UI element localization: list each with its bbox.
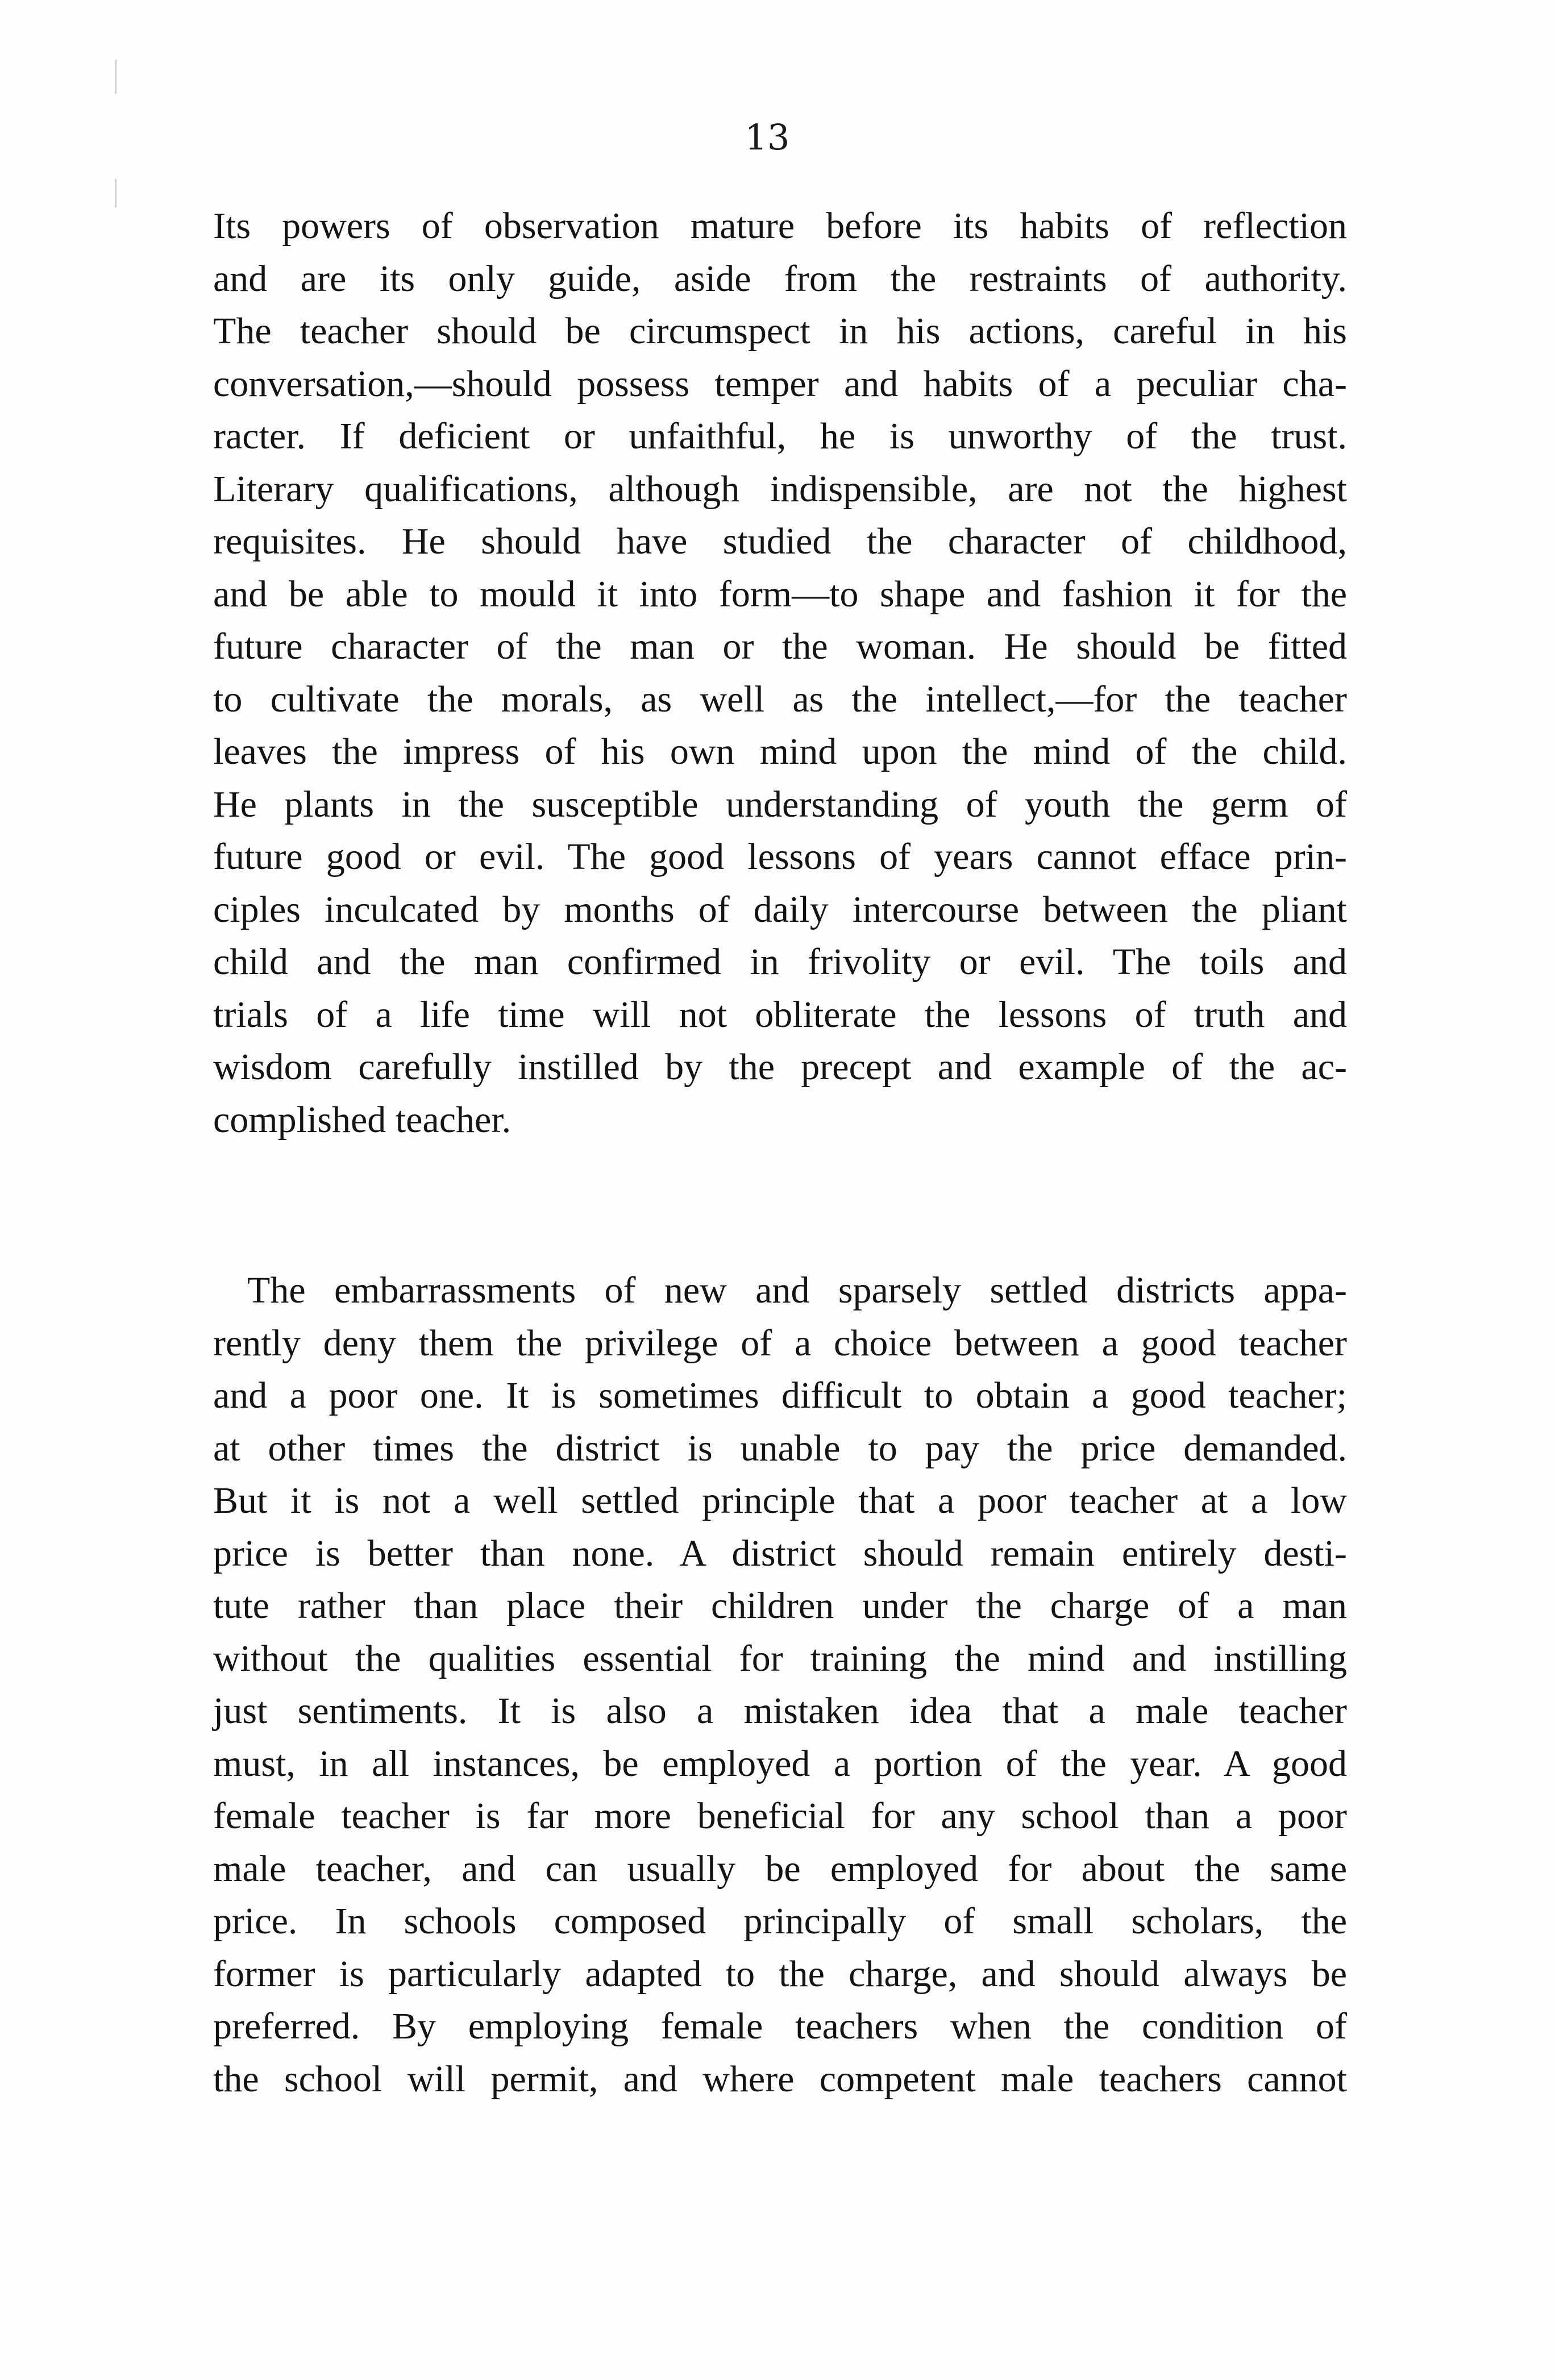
text-line: and be able to mould it into form—to shape and fashion it for the (213, 573, 1347, 615)
text-line: tute rather than place their children under the charge of a man (213, 1585, 1347, 1626)
text-line: conversation,—should possess temper and habits of a peculiar cha- (213, 363, 1347, 405)
text-line: future character of the man or the woman. He should be fitted (213, 626, 1347, 667)
text-line: and a poor one. It is sometimes difficult to obtain a good teacher; (213, 1375, 1347, 1416)
text-line: price. In schools composed principally of small scholars, the (213, 1900, 1347, 1942)
margin-mark (115, 60, 117, 94)
text-line: wisdom carefully instilled by the precept and example of the ac- (213, 1046, 1347, 1088)
text-line: He plants in the susceptible understanding of youth the germ of (213, 783, 1347, 825)
text-line: former is particularly adapted to the charge, and should always be (213, 1953, 1347, 1995)
paragraph-2 (213, 1264, 1347, 2106)
text-line: ciples inculcated by months of daily intercourse between the pliant (213, 888, 1347, 930)
text-line: complished teacher. (213, 1099, 512, 1141)
paragraph-1 (213, 200, 1347, 1146)
text-line: The embarrassments of new and sparsely settled districts appa- (247, 1270, 1347, 1311)
text-line: Its powers of observation mature before its habits of reflection (213, 205, 1347, 247)
text-line: rently deny them the privilege of a choice between a good teacher (213, 1322, 1347, 1364)
text-line: trials of a life time will not obliterate the lessons of truth and (213, 993, 1347, 1035)
text-line: female teacher is far more beneficial for any school than a poor (213, 1795, 1347, 1837)
text-line: The teacher should be circumspect in his actions, careful in his (213, 310, 1347, 352)
text-line: leaves the impress of his own mind upon the mind of the child. (213, 731, 1347, 772)
text-line: requisites. He should have studied the character of childhood, (213, 521, 1347, 562)
text-line: Literary qualifications, although indispensible, are not the highest (213, 468, 1347, 510)
margin-mark (115, 179, 117, 207)
text-line: future good or evil. The good lessons of years cannot efface prin- (213, 836, 1347, 877)
text-line: just sentiments. It is also a mistaken idea that a male teacher (213, 1690, 1347, 1732)
page-number: 13 (745, 116, 790, 158)
text-line: preferred. By employing female teachers when the condition of (213, 2005, 1347, 2047)
text-line: the school will permit, and where competent male teachers cannot (213, 2058, 1347, 2100)
text-line: without the qualities essential for training the mind and instilling (213, 1637, 1347, 1679)
text-line: racter. If deficient or unfaithful, he is unworthy of the trust. (213, 415, 1347, 457)
text-line: at other times the district is unable to pay the price demanded. (213, 1427, 1347, 1469)
text-line: male teacher, and can usually be employed for about the same (213, 1848, 1347, 1890)
text-line: price is better than none. A district should remain entirely desti- (213, 1532, 1347, 1574)
text-line: child and the man confirmed in frivolity or evil. The toils and (213, 941, 1347, 983)
text-line: must, in all instances, be employed a portion of the year. A good (213, 1742, 1347, 1784)
text-line: But it is not a well settled principle that a poor teacher at a low (213, 1480, 1347, 1521)
text-line: to cultivate the morals, as well as the intellect,—for the teacher (213, 678, 1347, 720)
text-line: and are its only guide, aside from the restraints of authority. (213, 257, 1347, 299)
